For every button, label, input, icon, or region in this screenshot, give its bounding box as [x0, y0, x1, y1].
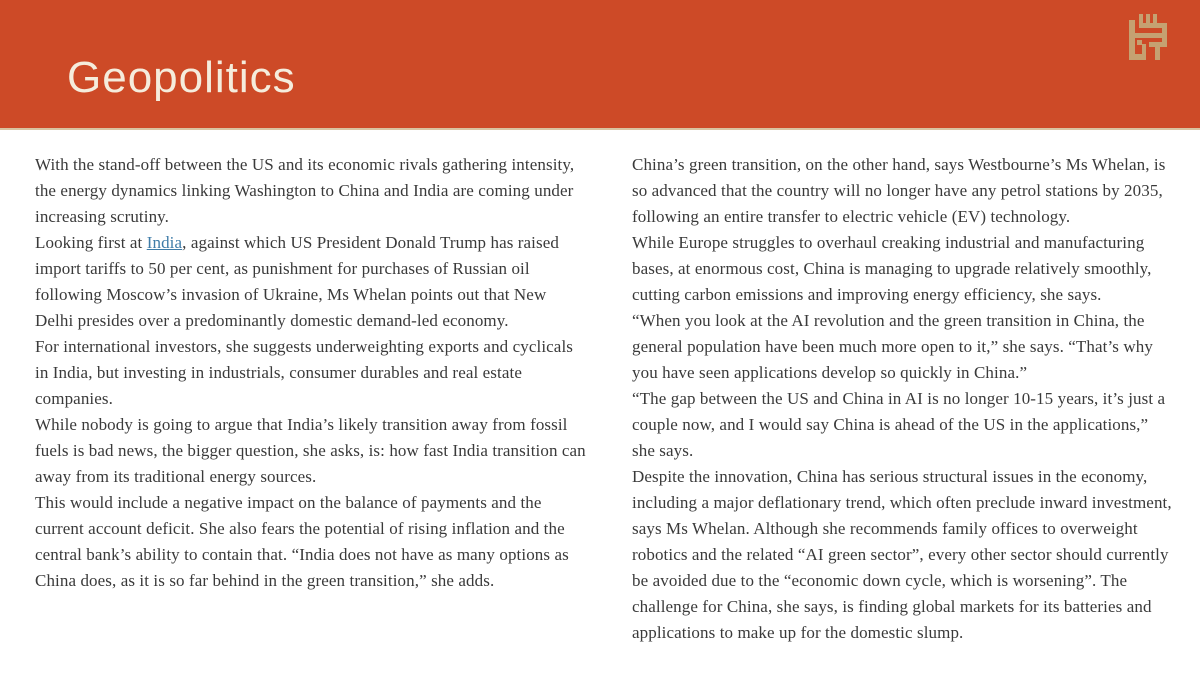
left-column — [35, 152, 587, 646]
paragraph-text: Looking first at — [35, 233, 147, 252]
header-band — [0, 0, 1200, 130]
paragraph: This would include a negative impact on the balance of payments and the current account deficit. She also fears the potential of rising inflation and the central bank’s ability to contain that. “India does not have as many options as China does, as it is so far behind in the green transition,” she adds. — [35, 493, 569, 590]
paragraph: “The gap between the US and China in AI is no longer 10-15 years, it’s just a couple now, and I would say China is ahead of the US in the applications,” she says. — [632, 389, 1166, 460]
right-column — [632, 152, 1172, 646]
company-logo-icon — [1129, 14, 1167, 60]
paragraph: While nobody is going to argue that India’s likely transition away from fossil fuels is bad news, the bigger question, she asks, is: how fast India transition can away from its traditional energy sources. — [35, 415, 586, 486]
paragraph: With the stand-off between the US and its economic rivals gathering intensity, the energy dynamics linking Washington to China and India are coming under increasing scrutiny. — [35, 155, 575, 226]
paragraph — [35, 230, 587, 334]
paragraph-text: , against which US President Donald Trump has raised import tariffs to 50 per cent, as punishment for purchases of Russian oil following Moscow’s invasion of Ukraine, Ms Whelan points out that New Delhi presides over a predominantly domestic demand-led economy. — [35, 233, 559, 330]
paragraph: While Europe struggles to overhaul creaking industrial and manufacturing bases, at enormous cost, China is managing to upgrade relatively smoothly, cutting carbon emissions and improving energy efficiency, she says. — [632, 233, 1152, 304]
paragraph: Despite the innovation, China has serious structural issues in the economy, including a major deflationary trend, which often preclude inward investment, says Ms Whelan. Although she recommends family offices to overweight robotics and the related “AI green sector”, every other sector should currently be avoided due to the “economic down cycle, which is worsening”. The challenge for China, she says, is finding global markets for its batteries and applications to make up for the domestic slump. — [632, 467, 1172, 642]
content-area — [0, 130, 1200, 646]
paragraph: “When you look at the AI revolution and the green transition in China, the general population have been much more open to it,” she says. “That’s why you have seen applications develop so quickly in China.” — [632, 311, 1153, 382]
india-link[interactable]: India — [146, 233, 183, 252]
paragraph: China’s green transition, on the other hand, says Westbourne’s Ms Whelan, is so advanced that the country will no longer have any petrol stations by 2035, following an entire transfer to electric vehicle (EV) technology. — [632, 155, 1166, 226]
paragraph: For international investors, she suggests underweighting exports and cyclicals in India, but investing in industrials, consumer durables and real estate companies. — [35, 337, 573, 408]
page-title: Geopolitics — [67, 53, 296, 102]
